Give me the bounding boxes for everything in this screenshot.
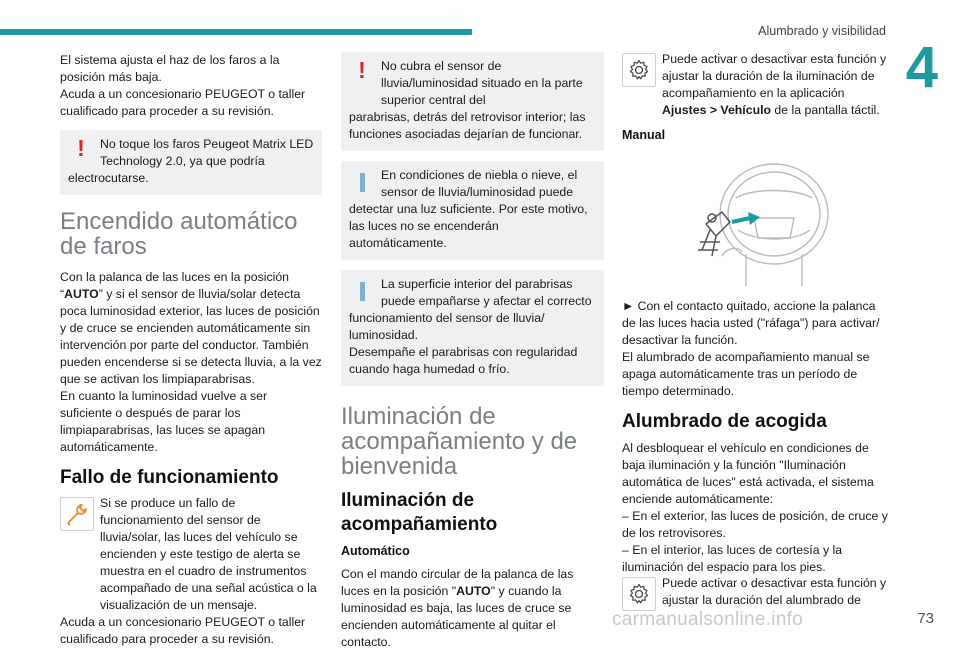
intro-paragraph: Acuda a un concesionario PEUGEOT o taller cualificado para proceder a su revisión. [60,87,306,118]
gear-icon [622,53,656,87]
column-1 [60,52,322,648]
warning-text: electrocutarse. [68,171,149,185]
welcome-item: – En el exterior, las luces de posición, de cruce y de los retrovisores. [622,509,888,540]
auto-paragraph: Con la palanca de las luces en la posición “AUTO” y si el sensor de lluvia/solar detecta poca luminosidad exterior, las luces de posición y de cruce se encienden automáticamente sin intervención por parte del conductor. También pueden encenderse si se detecta lluvia, a la vez que se activan los limpiaparabrisas. [60,270,322,386]
heading-guide-lighting: Iluminación de acompañamiento [341,490,498,535]
warning-box [60,130,322,195]
heading-automatic-lights: Encendido automático de faros [60,208,298,260]
warning-exclamation-icon: ! [358,57,366,83]
info-box [341,161,604,260]
info-text: Desempañe el parabrisas con regularidad cuando haga humedad o frío. [349,345,578,376]
auto-guide-paragraph: Con el mando circular de la palanca de las luces en la posición "AUTO" y cuando la luminosidad es baja, las luces de cruce se encienden automáticamente al quitar el contacto. [341,567,574,649]
gear-icon [622,577,656,611]
manual-text-2: El alumbrado de acompañamiento manual se apaga automáticamente tras un período de tiempo determinado. [622,350,870,398]
warning-exclamation-icon: ! [77,135,85,161]
manual-text: ► Con el contacto quitado, accione la palanca de las luces hacia usted ("ráfaga") para activar/ desactivar la función. [622,299,880,347]
settings-row [622,52,888,119]
intro-paragraph: El sistema ajusta el haz de los faros a la posición más baja. [60,53,280,84]
info-box [341,270,604,386]
watermark: carmanualsonline.info [612,609,804,630]
fault-text-first: Si se produce un fallo de funcionamiento del sensor de lluvia/solar, las luces del vehículo se encienden y este testigo de alerta se muestra en el cuadro de instrumentos acompañado de una señal acústica o la visualización de un mensaje. [100,496,317,612]
column-2 [341,52,604,651]
column-3 [622,52,888,611]
info-icon [351,167,373,192]
service-wrench-icon [60,497,94,531]
warning-box [341,52,604,151]
fault-text-second: Acuda a un concesionario PEUGEOT o taller cualificado para proceder a su revisión. [60,615,306,646]
info-text: funcionamiento del sensor de lluvia/ luminosidad. [349,311,545,342]
warning-text: parabrisas, detrás del retrovisor interior; las funciones asociadas dejarían de funcionar. [349,110,586,141]
chapter-number: 4 [905,35,938,100]
welcome-item: – En el interior, las luces de cortesía y la iluminación del espacio para los pies. [622,543,843,574]
section-title: Alumbrado y visibilidad [758,24,886,38]
header-accent-bar [0,29,472,35]
warning-text: No cubra el sensor de lluvia/luminosidad situado en la parte superior central del [381,59,583,107]
heading-malfunction: Fallo de funcionamiento [60,467,279,488]
welcome-text: Al desbloquear el vehículo en condiciones de baja iluminación y la función "Iluminación automática de luces" está activada, el sistema enciende automáticamente: [622,441,874,506]
heading-welcome-lighting: Alumbrado de acogida [622,411,827,432]
auto-paragraph-2: En cuanto la luminosidad vuelve a ser suficiente o después de parar los limpiaparabrisas, las luces se apagan automáticamente. [60,389,268,454]
info-icon [351,276,373,301]
steering-wheel-lever-illustration [676,158,830,290]
subheading-manual: Manual [622,128,666,142]
settings-row [622,576,888,611]
info-text: detectar una luz suficiente. Por este motivo, las luces no se encenderán automáticamente. [349,202,588,250]
fault-row [60,496,322,614]
info-text: En condiciones de niebla o nieve, el sensor de lluvia/luminosidad puede [381,168,578,199]
warning-text: No toque los faros Peugeot Matrix LED Technology 2.0, ya que podría [100,137,314,168]
settings-text: Puede activar o desactivar esta función y ajustar la duración del alumbrado de [662,576,887,607]
page-number: 73 [917,610,934,627]
settings-text: Puede activar o desactivar esta función y ajustar la duración de la iluminación de acompañamiento en la aplicación Ajustes > Vehículo de la pantalla táctil. [662,52,887,117]
heading-follow-me-home: Iluminación de acompañamiento y de bienvenida [341,403,578,480]
subheading-automatic: Automático [341,544,410,558]
info-text: La superficie interior del parabrisas puede empañarse y afectar el correcto [381,277,592,308]
